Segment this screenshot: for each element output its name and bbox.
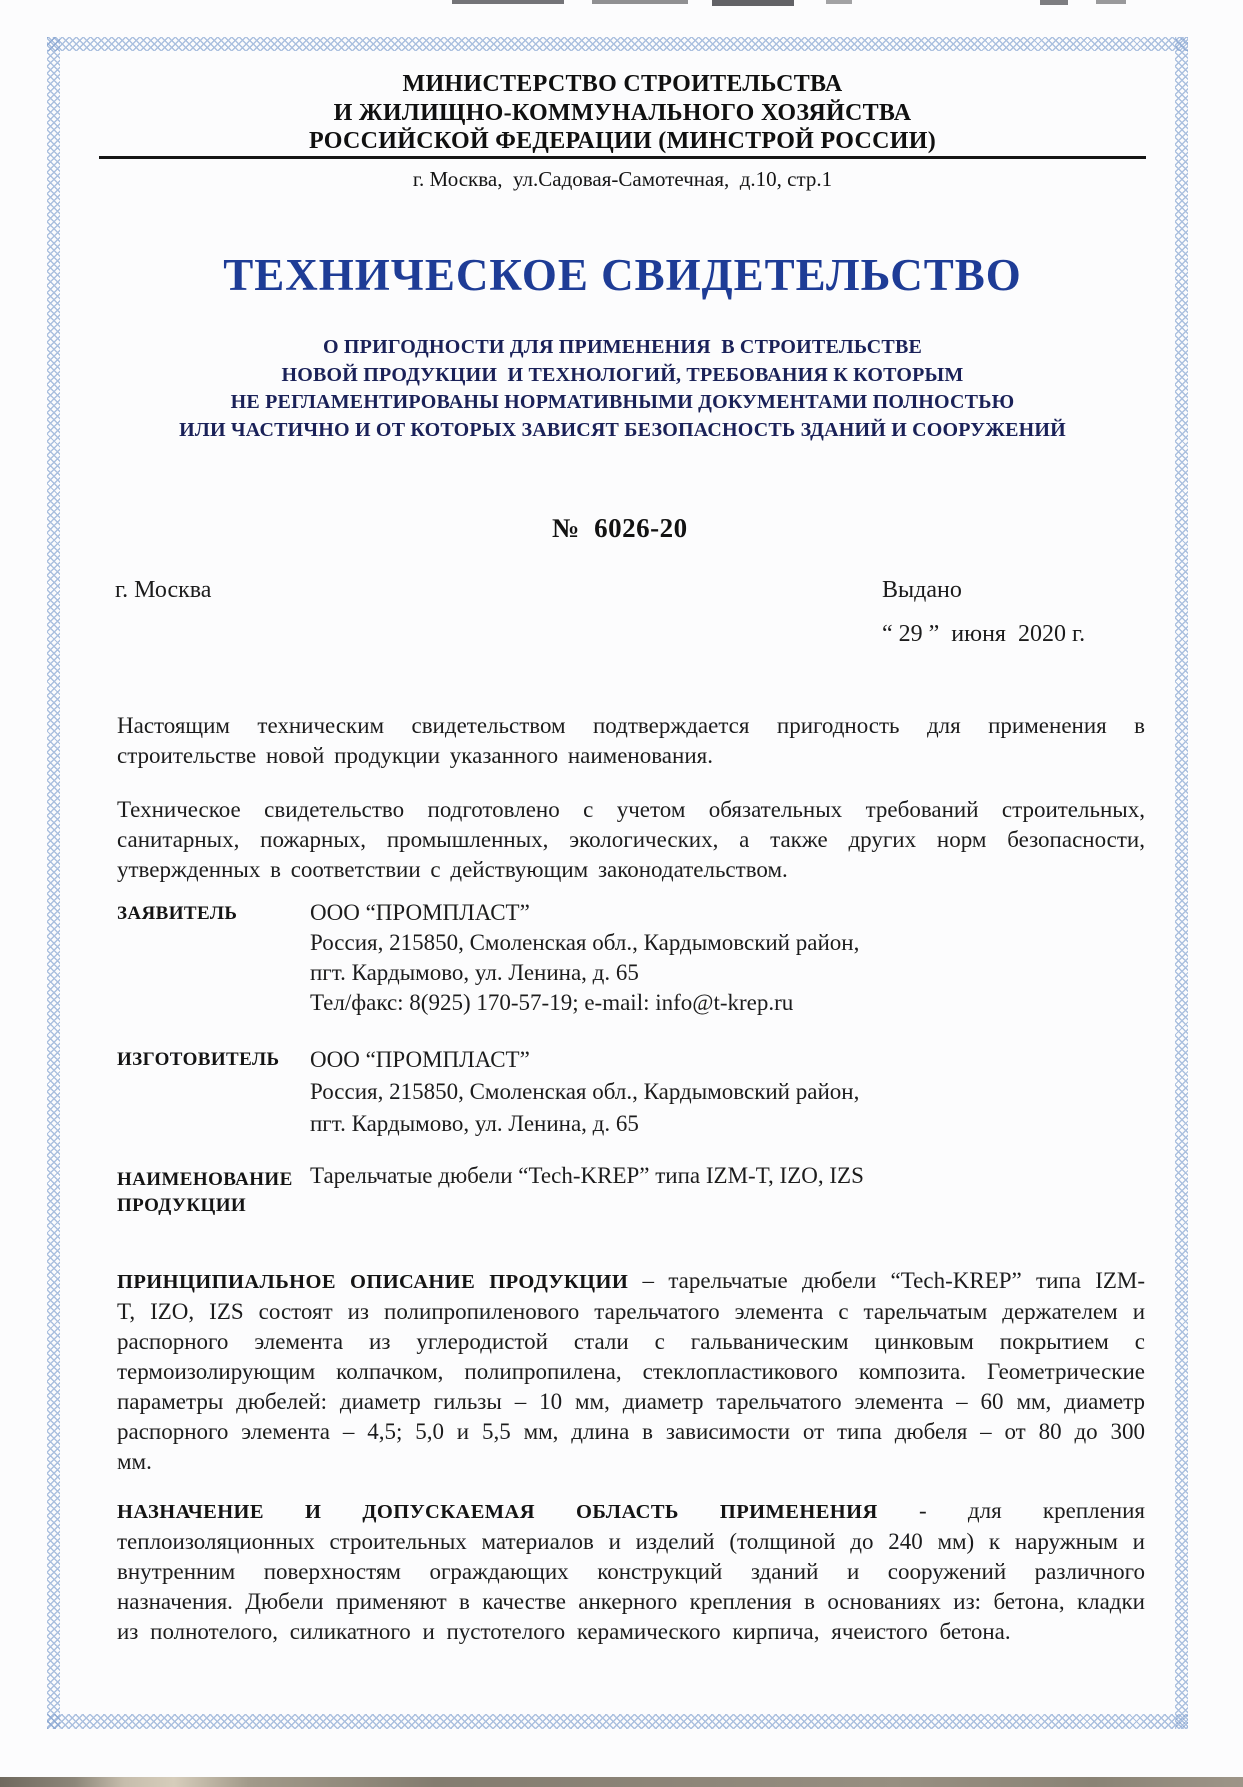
issued-date: “ 29 ” июня 2020 г. — [882, 621, 1086, 647]
border-zigzag-right — [1175, 37, 1188, 1729]
document-title: ТЕХНИЧЕСКОЕ СВИДЕТЕЛЬСТВО — [223, 250, 1022, 300]
description-label: ПРИНЦИПИАЛЬНОЕ ОПИСАНИЕ ПРОДУКЦИИ — [117, 1271, 629, 1293]
scan-artifact-segment — [1096, 0, 1126, 4]
applicant-line: пгт. Кардымово, ул. Ленина, д. 65 — [310, 960, 639, 985]
scan-artifact-segment — [1040, 0, 1068, 5]
description-paragraph — [117, 1266, 1145, 1477]
issue-city: г. Москва — [115, 577, 212, 603]
purpose-paragraph — [117, 1496, 1145, 1647]
ministry-line: РОССИЙСКОЙ ФЕДЕРАЦИИ (МИНСТРОЙ РОССИИ) — [308, 128, 937, 154]
ministry-address: г. Москва, ул.Садовая-Самотечная, д.10, стр.1 — [412, 167, 833, 191]
subtitle-line: ИЛИ ЧАСТИЧНО И ОТ КОТОРЫХ ЗАВИСЯТ БЕЗОПАСНОСТЬ ЗДАНИЙ И СООРУЖЕНИЙ — [179, 418, 1066, 441]
applicant-value — [310, 898, 859, 1018]
description-text: тарельчатые дюбели “Tech-KREP” типа IZM-T, IZO, IZS состоят из полипропиленового тарельчатого элемента с тарельчатым держателем и распорного элемента из углеродистой стали с гальваническим цинковым покрытием с термоизолирующим колпачком, полипропилена, стеклопластикового композита. Геометрические параметры дюбелей: диаметр гильзы – 10 мм, диаметр тарельчатого элемента – 60 мм, диаметр распорного элемента – 4,5; 5,0 и 5,5 мм, длина в зависимости от типа дюбеля – от 80 до 300 мм. — [117, 1268, 1146, 1474]
document-subtitle — [99, 334, 1146, 444]
issued-label: Выдано — [882, 577, 962, 603]
ministry-line: МИНИСТЕРСТВО СТРОИТЕЛЬСТВА — [402, 71, 843, 97]
preparation-paragraph: Техническое свидетельство подготовлено с учетом обязательных требований строительных, санитарных, пожарных, промышленных, экологических, а также других норм безопасности, утвержденных в соответствии с действующим законодательством. — [117, 797, 1145, 882]
applicant-line: ООО “ПРОМПЛАСТ” — [310, 900, 530, 925]
scan-artifact-segment — [712, 0, 794, 6]
manufacturer-line: ООО “ПРОМПЛАСТ” — [310, 1047, 530, 1072]
product-name-value: Тарельчатые дюбели “Tech-KREP” типа IZM-T, IZO, IZS — [310, 1163, 864, 1188]
product-name-label — [117, 1167, 293, 1219]
product-name-label-line: ПРОДУКЦИИ — [117, 1195, 247, 1216]
description-separator: – — [642, 1268, 655, 1293]
purpose-label: НАЗНАЧЕНИЕ И ДОПУСКАЕМАЯ ОБЛАСТЬ ПРИМЕНЕНИЯ — [117, 1501, 878, 1523]
applicant-line: Тел/факс: 8(925) 170-57-19; e-mail: info@t-krep.ru — [310, 990, 794, 1015]
purpose-text: для крепления теплоизоляционных строительных материалов и изделий (толщиной до 240 мм) к наружным и внутренним поверхностям ограждающих конструкций зданий и сооружений различного назначения. Дюбели применяют в качестве анкерного крепления в основаниях из: бетона, кладки из полнотелого, силикатного и пустотелого керамического кирпича, ячеистого бетона. — [117, 1498, 1146, 1644]
applicant-label: ЗАЯВИТЕЛЬ — [117, 903, 238, 924]
manufacturer-value — [310, 1044, 859, 1140]
product-name-label-line: НАИМЕНОВАНИЕ — [117, 1169, 293, 1190]
border-zigzag-bottom — [47, 1714, 1188, 1729]
applicant-line: Россия, 215850, Смоленская обл., Кардымовский район, — [310, 930, 860, 955]
subtitle-line: О ПРИГОДНОСТИ ДЛЯ ПРИМЕНЕНИЯ В СТРОИТЕЛЬСТВЕ — [322, 336, 923, 358]
scan-artifact-segment — [452, 0, 564, 4]
manufacturer-line: Россия, 215850, Смоленская обл., Кардымовский район, — [310, 1079, 860, 1104]
ministry-header — [99, 70, 1146, 156]
certificate-number: № 6026-20 — [552, 513, 688, 543]
border-zigzag-top — [47, 37, 1188, 51]
manufacturer-label: ИЗГОТОВИТЕЛЬ — [117, 1049, 280, 1070]
ministry-line: И ЖИЛИЩНО-КОММУНАЛЬНОГО ХОЗЯЙСТВА — [333, 99, 912, 126]
scan-artifact-bottom — [0, 1777, 1243, 1787]
scan-artifact-segment — [826, 0, 852, 4]
border-zigzag-left — [47, 37, 60, 1729]
confirmation-paragraph: Настоящим техническим свидетельством подтверждается пригодность для применения в строительстве новой продукции указанного наименования. — [117, 713, 1145, 768]
manufacturer-line: пгт. Кардымово, ул. Ленина, д. 65 — [310, 1111, 639, 1136]
purpose-separator: - — [918, 1498, 927, 1523]
subtitle-line: НОВОЙ ПРОДУКЦИИ И ТЕХНОЛОГИЙ, ТРЕБОВАНИЯ К КОТОРЫМ — [281, 363, 964, 386]
scan-artifact-segment — [592, 0, 688, 4]
header-divider-rule — [99, 156, 1146, 159]
subtitle-line: НЕ РЕГЛАМЕНТИРОВАНЫ НОРМАТИВНЫМИ ДОКУМЕНТАМИ ПОЛНОСТЬЮ — [230, 391, 1015, 413]
